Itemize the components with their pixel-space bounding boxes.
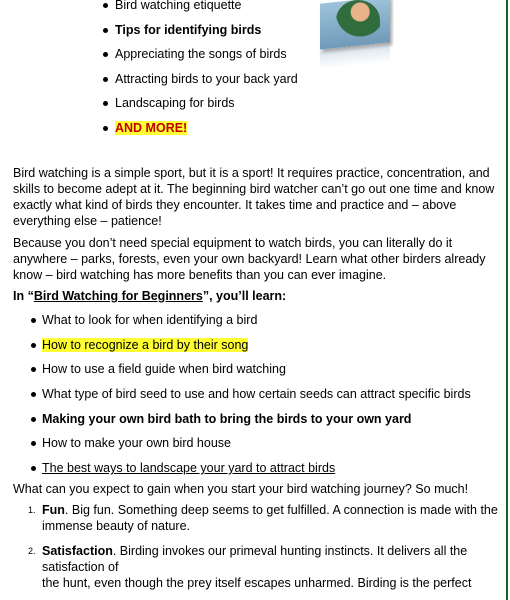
main-content (13, 165, 498, 600)
list-item (88, 42, 328, 67)
list-item (88, 67, 328, 92)
gains-list (13, 502, 498, 591)
and-more-highlight: AND MORE! (115, 120, 188, 135)
learn-list (13, 308, 498, 481)
list-item (88, 116, 328, 141)
question-text: What can you expect to gain when you start your bird watching journey? So much! (13, 481, 469, 496)
book-title: Bird Watching for Beginners (33, 289, 203, 303)
topics-list (88, 0, 328, 141)
list-item (88, 0, 328, 18)
gain-title: Satisfaction (42, 543, 113, 558)
learn-item (13, 357, 498, 382)
learn-item-text: Making your own bird bath to bring the birds to your own yard (42, 411, 412, 426)
gain-text: . Birding invokes our primeval hunting instincts. It delivers all the satisfaction of (42, 543, 468, 574)
gain-title: Fun (42, 502, 65, 517)
right-border (506, 0, 508, 600)
gain-number: 1. (28, 504, 36, 515)
learn-item (13, 431, 498, 456)
gain-item (13, 502, 498, 534)
learn-item (13, 407, 498, 432)
learn-item-text: The best ways to landscape your yard to attract birds (42, 461, 336, 476)
learn-item-text: What type of bird seed to use and how certain seeds can attract specific birds (42, 387, 471, 402)
learn-item (13, 308, 498, 333)
product-photo (314, 0, 394, 68)
gain-text: . Big fun. Something deep seems to get fulfilled. A connection is made with the immense beauty of nature. (42, 502, 498, 533)
intro-paragraph-1: Bird watching is a simple sport, but it is a sport! It requires practice, concentration, and skills to become adept at it. The beginning bird watcher can’t go out one time and know exactly what kind of birds they encounter. It takes time and practice and – above everything else – patience! (13, 166, 495, 228)
list-item-text: Bird watching etiquette (115, 0, 242, 12)
learn-item-text: What to look for when identifying a bird (42, 313, 258, 327)
gain-item (13, 543, 498, 591)
learn-item-text: How to recognize a bird by their song (42, 337, 249, 352)
birdwatcher-image (336, 0, 380, 40)
learn-item (13, 382, 498, 407)
list-item (88, 18, 328, 43)
learn-item (13, 456, 498, 481)
list-item-text: Attracting birds to your back yard (115, 71, 298, 86)
intro-paragraph-2: Because you don’t need special equipment to watch birds, you can literally do it anywhere – parks, forests, even your own backyard! Learn what other birders already know – bird watching has more benefits than you can ever imagine. (13, 236, 486, 282)
learn-item (13, 333, 498, 358)
list-item-text: Tips for identifying birds (115, 22, 262, 37)
learn-heading-suffix: ”, you’ll learn: (202, 289, 287, 303)
list-item-text: Appreciating the songs of birds (115, 47, 287, 62)
learn-heading (13, 288, 498, 304)
learn-item-text: How to make your own bird house (42, 436, 231, 451)
list-item-text: Landscaping for birds (115, 96, 235, 111)
list-item (88, 91, 328, 116)
learn-item-text: How to use a field guide when bird watching (42, 362, 286, 377)
gain-number: 2. (28, 545, 36, 556)
gain-text-continued: the hunt, even though the prey itself escapes unharmed. Birding is the perfect (42, 575, 472, 590)
learn-heading-prefix: In “ (13, 289, 34, 303)
